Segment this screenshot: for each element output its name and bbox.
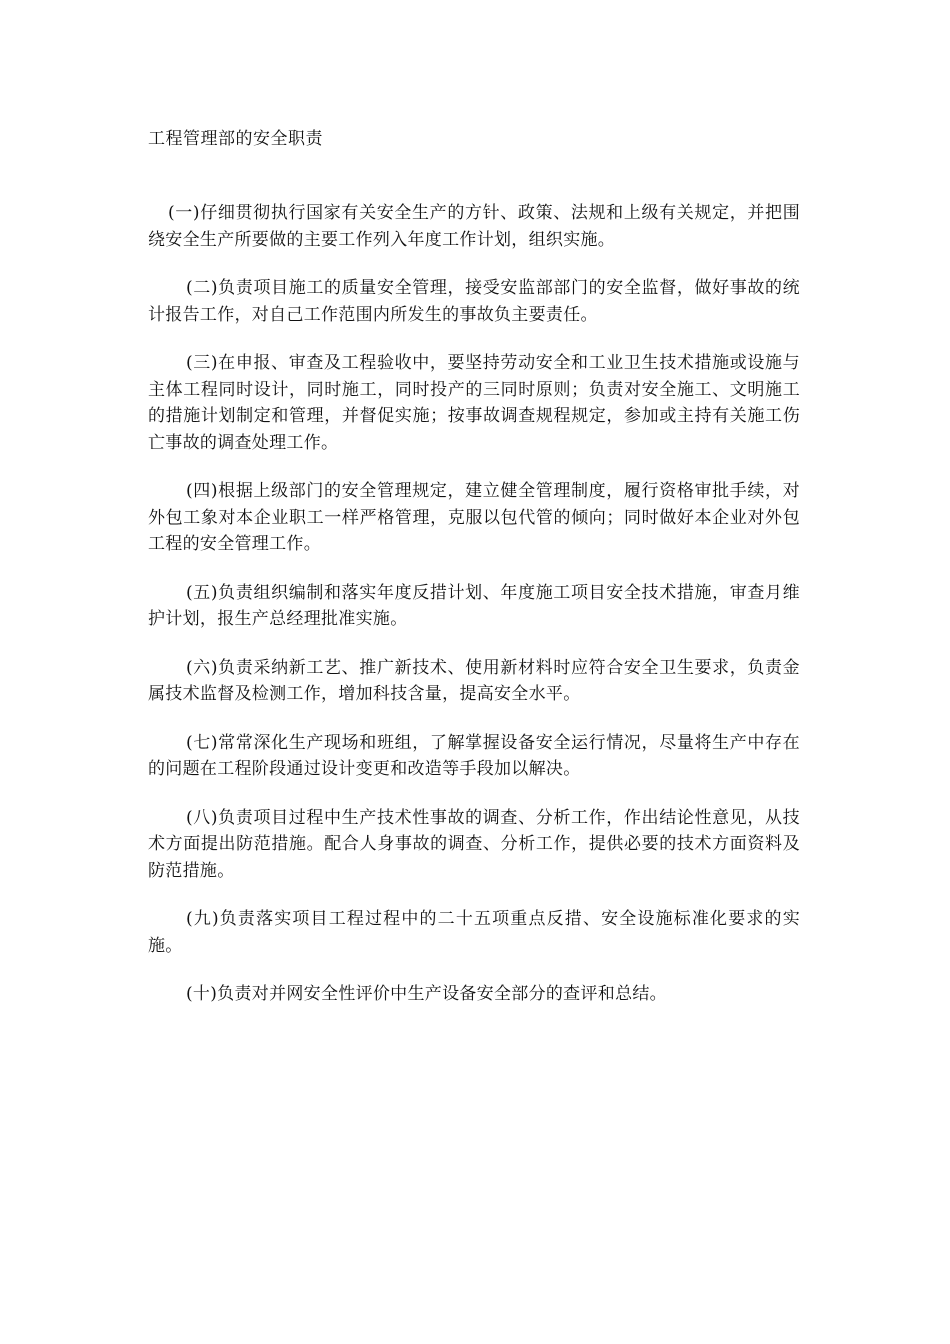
paragraph-10: (十)负责对并网安全性评价中生产设备安全部分的查评和总结。 (186, 984, 667, 1004)
paragraph-1: (一)仔细贯彻执行国家有关安全生产的方针、政策、法规和上级有关规定，并把围绕安全生产所要做的主要工作列入年度工作计划，组织实施。 (148, 203, 800, 250)
document-title: 工程管理部的安全职责 (148, 129, 323, 149)
paragraph-7: (七)常常深化生产现场和班组，了解掌握设备安全运行情况，尽量将生产中存在的问题在工程阶段通过设计变更和改造等手段加以解决。 (148, 732, 800, 779)
paragraph-2: (二)负责项目施工的质量安全管理，接受安监部部门的安全监督，做好事故的统计报告工作，对自己工作范围内所发生的事故负主要责任。 (148, 278, 800, 325)
paragraph-6: (六)负责采纳新工艺、推广新技术、使用新材料时应符合安全卫生要求，负责金属技术监督及检测工作，增加科技含量，提高安全水平。 (148, 657, 800, 704)
paragraph-5: (五)负责组织编制和落实年度反措计划、年度施工项目安全技术措施，审查月维护计划，报生产总经理批准实施。 (148, 582, 800, 629)
paragraph-3: (三)在申报、审查及工程验收中，要坚持劳动安全和工业卫生技术措施或设施与主体工程同时设计，同时施工，同时投产的三同时原则；负责对安全施工、文明施工的措施计划制定和管理，并督促实施；按事故调查规程规定，参加或主持有关施工伤亡事故的调查处理工作。 (148, 353, 800, 453)
document-body (148, 200, 800, 1030)
paragraph-8: (八)负责项目过程中生产技术性事故的调查、分析工作，作出结论性意见，从技术方面提出防范措施。配合人身事故的调查、分析工作，提供必要的技术方面资料及防范措施。 (148, 807, 800, 881)
paragraph-9: (九)负责落实项目工程过程中的二十五项重点反措、安全设施标准化要求的实施。 (148, 909, 800, 956)
paragraph-4: (四)根据上级部门的安全管理规定，建立健全管理制度，履行资格审批手续，对外包工象对本企业职工一样严格管理，克服以包代管的倾向；同时做好本企业对外包工程的安全管理工作。 (148, 481, 800, 554)
